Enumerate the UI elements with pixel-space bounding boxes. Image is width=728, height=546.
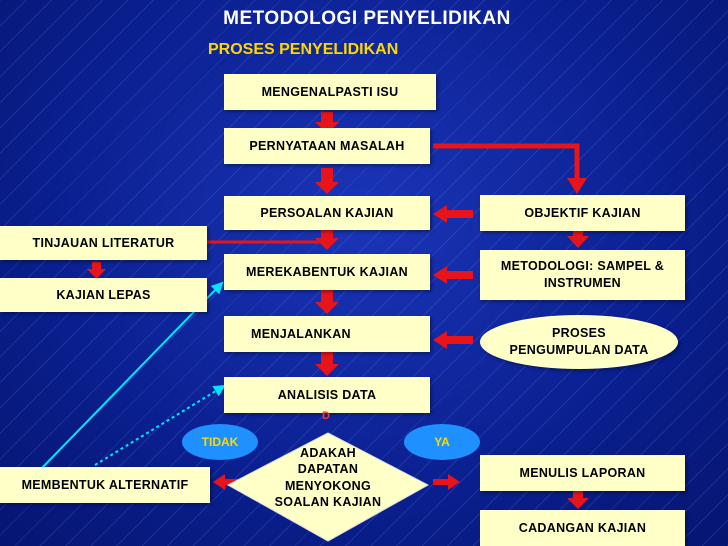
arrow-down [315,168,339,194]
arrow-left [433,205,473,223]
arrow-right [433,474,460,490]
branch-label-tidak: TIDAK [182,424,258,460]
box-label: CADANGAN KAJIAN [518,520,647,535]
decision-marker: D [322,410,330,422]
box-label: PROSES PENGUMPULAN DATA [509,326,649,357]
box-analisis-data [224,377,430,413]
box-label: ANALISIS DATA [277,387,377,402]
box-label: MENJALANKAN [251,326,351,341]
box-mengenalpasti-isu [224,74,436,110]
box-label: KAJIAN LEPAS [56,287,151,302]
box-kajian-lepas [0,278,207,312]
box-objektif-kajian [480,195,685,231]
box-label: MEMBENTUK ALTERNATIF [21,477,189,492]
box-menjalankan-kajian [224,316,430,352]
box-label: METODOLOGI: SAMPEL & INSTRUMEN [500,259,665,290]
oval-proses-pengumpulan [480,315,678,369]
box-metodologi [480,250,685,300]
decision-label: ADAKAH DAPATAN MENYOKONG SOALAN KAJIAN [274,446,382,509]
arrow-down [87,262,106,279]
box-pernyataan-masalah [224,128,430,164]
box-label: PERSOALAN KAJIAN [260,205,394,220]
arrow-down [567,178,587,194]
box-label: MENGENALPASTI ISU [261,84,399,99]
arrow-left [433,266,473,284]
page-title: METODOLOGI PENYELIDIKAN [223,8,511,29]
arrow-down [567,490,589,509]
box-persoalan-kajian [224,196,430,230]
box-label: MENULIS LAPORAN [519,465,646,480]
box-label: PERNYATAAN MASALAH [249,138,405,153]
branch-label-ya: YA [404,424,480,460]
box-membentuk-alternatif [0,467,210,503]
box-cadangan-kajian [480,510,685,546]
arrow-down [315,352,339,376]
left-arrows [433,205,473,349]
box-menulis-laporan [480,455,685,491]
arrow-down [315,290,339,314]
box-label: TINJAUAN LITERATUR [32,235,175,250]
arrow-down [315,228,339,250]
connector-objektif [433,146,577,180]
arrow-left [433,331,473,349]
box-tinjauan-literatur [0,226,207,260]
box-label: MEREKABENTUK KAJIAN [246,264,408,279]
box-label: OBJEKTIF KAJIAN [524,205,641,220]
box-label-faded: KAJIAN [354,326,403,341]
page-subtitle: PROSES PENYELIDIKAN [208,41,399,58]
box-merekabentuk-kajian [224,254,430,290]
